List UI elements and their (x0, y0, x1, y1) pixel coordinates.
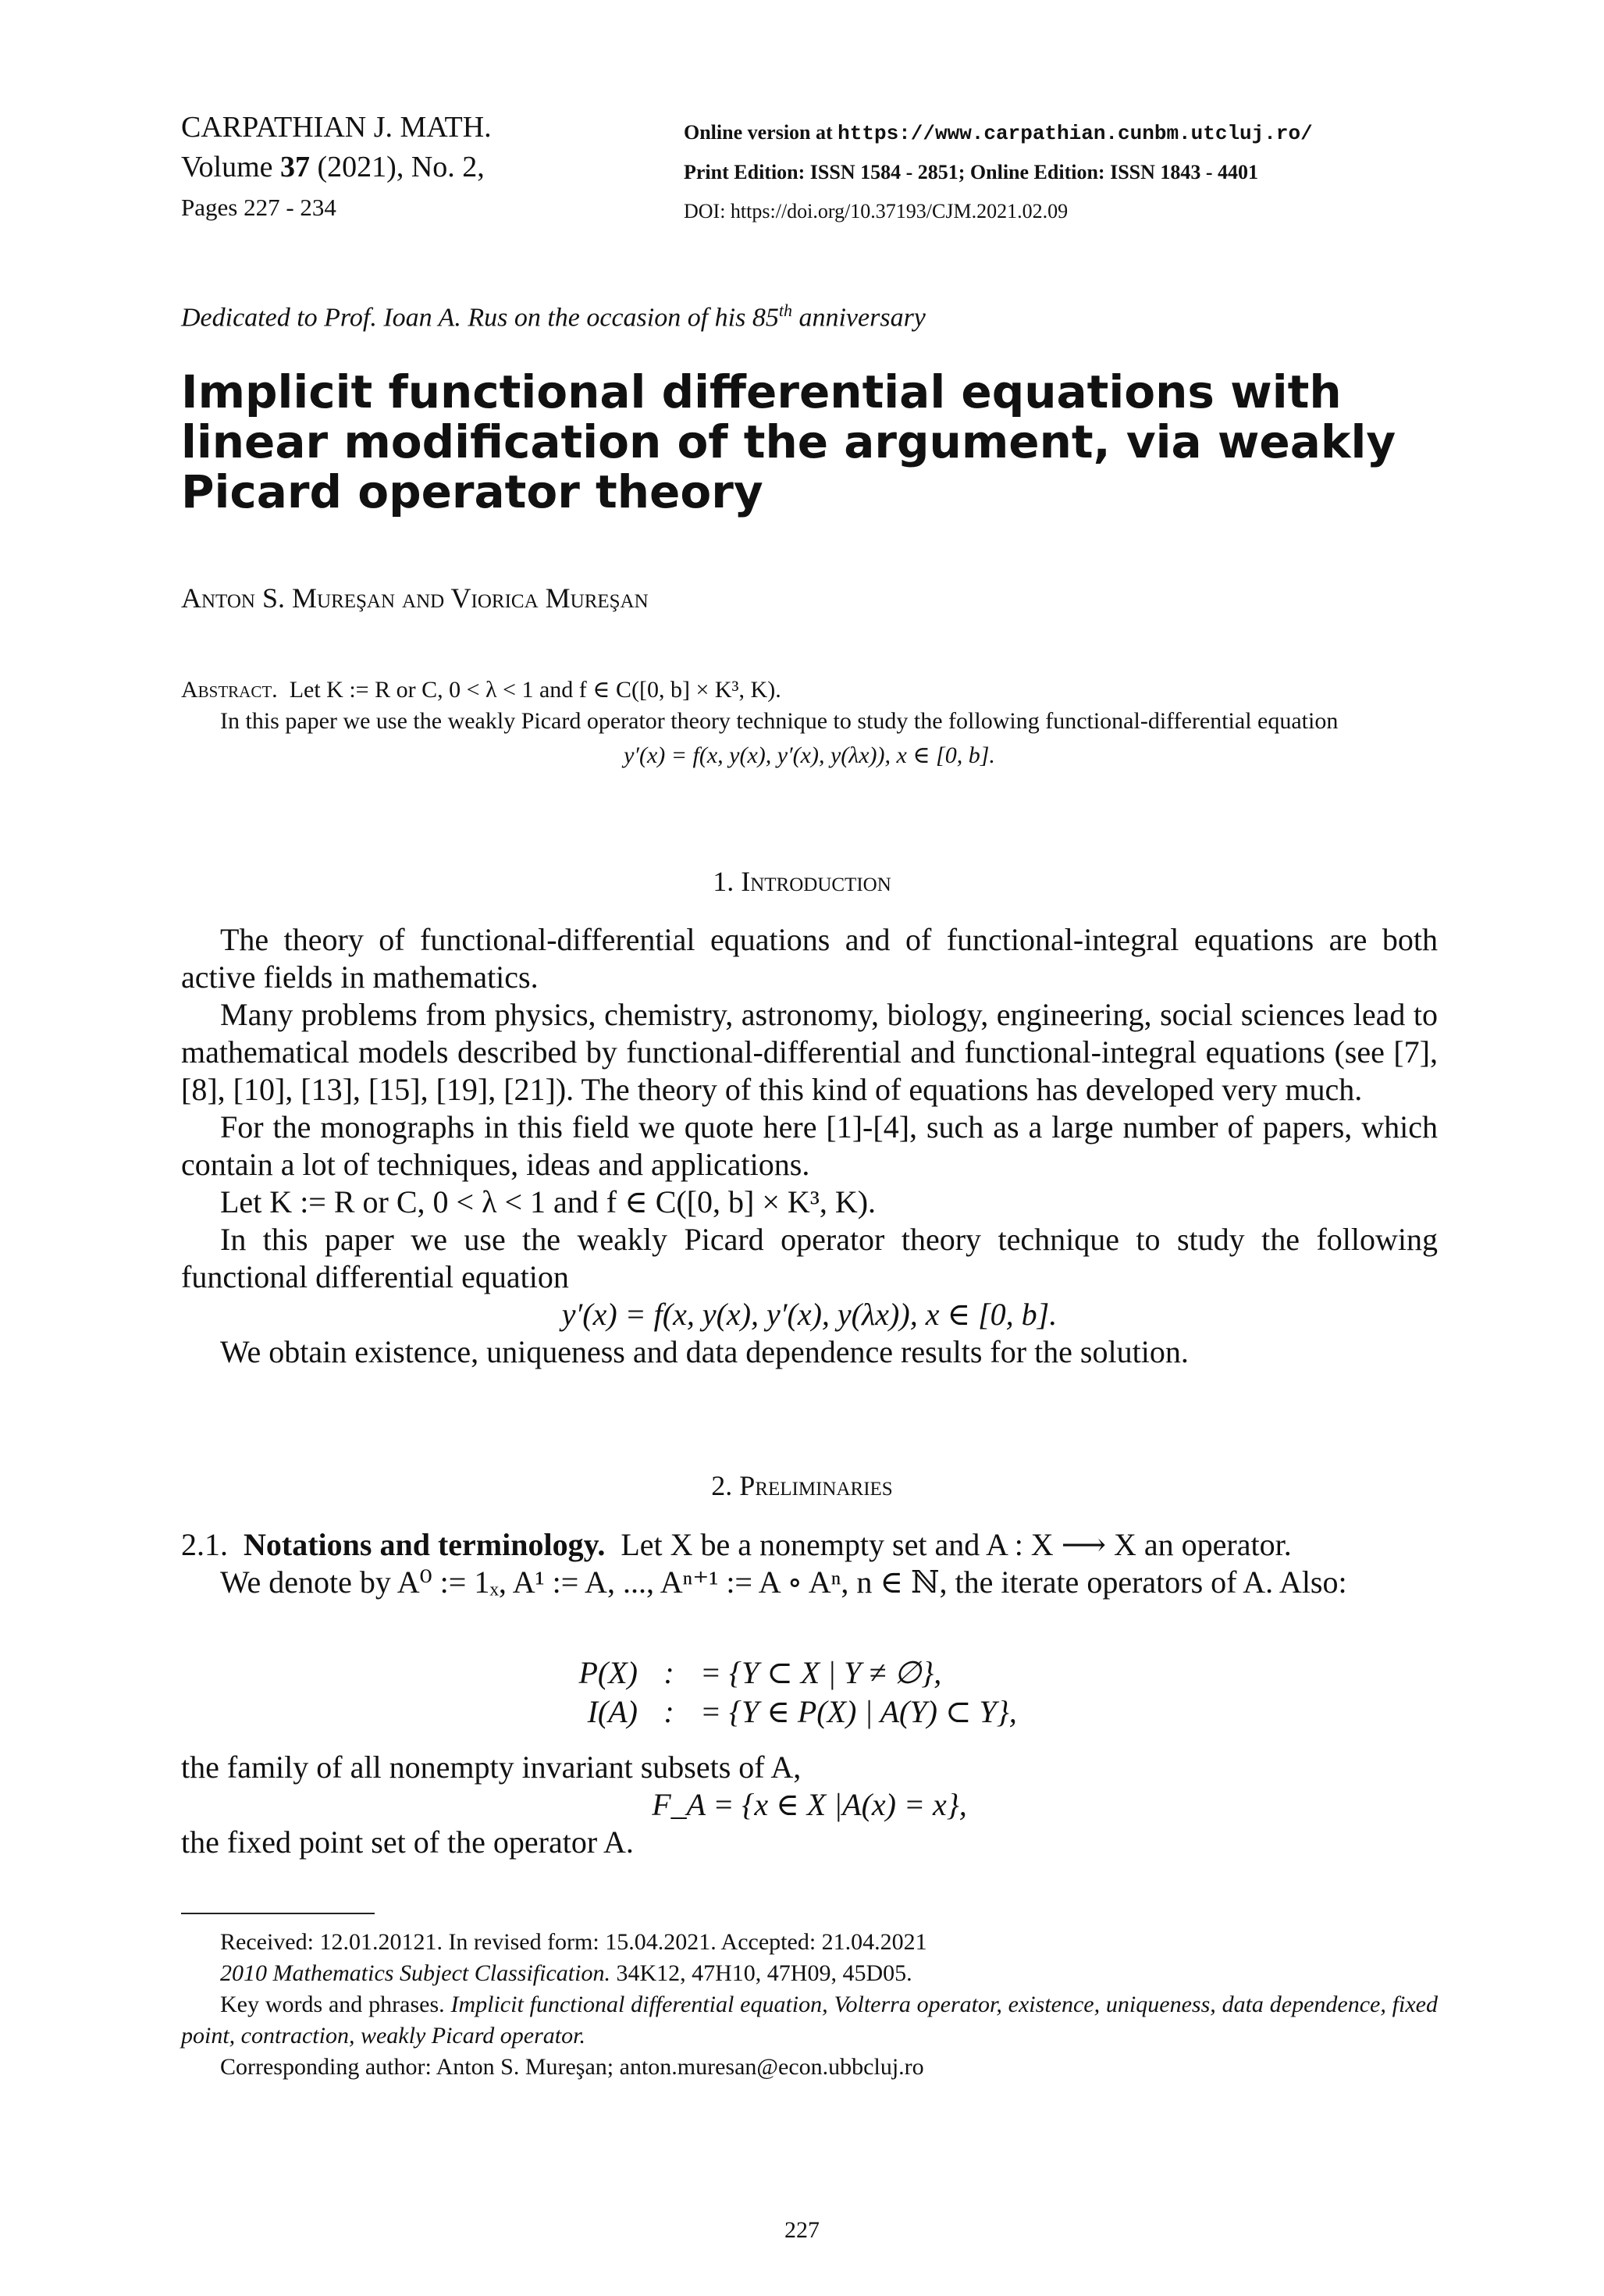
doi[interactable]: DOI: https://doi.org/10.37193/CJM.2021.02.09 (684, 200, 1069, 222)
definition-row: P(X) : = {Y ⊂ X | Y ≠ ∅}, (578, 1655, 942, 1690)
paper-title: Implicit functional differential equations with linear modification of the argument, via weakly Picard operator theory (181, 365, 1396, 518)
online-version: Online version at https://www.carpathian.cunbm.utcluj.ro/ (684, 121, 1313, 145)
prelim-paragraph-1: We denote by A⁰ := 1ₓ, A¹ := A, ..., Aⁿ⁺¹ := A ∘ Aⁿ, n ∈ ℕ, the iterate operators of A. Also: (220, 1564, 1347, 1600)
page-number: 227 (784, 2217, 820, 2243)
intro-paragraph-3: For the monographs in this field we quote here [1]-[4], such as a large number of papers, which contain a lot of techniques, ideas and applications. (181, 1109, 1438, 1182)
footnotes (181, 1927, 1438, 2083)
journal-info (181, 108, 492, 227)
intro-paragraph-5: In this paper we use the weakly Picard operator theory technique to study the following functional differential equation (181, 1222, 1438, 1294)
abstract-equation: y′(x) = f(x, y(x), y′(x), y(λx)), x ∈ [0, b]. (624, 742, 995, 768)
abstract-label: Abstract. (181, 677, 278, 703)
prelim-paragraph-2: the family of all nonempty invariant subsets of A, (181, 1750, 802, 1785)
abstract (181, 675, 1438, 771)
subsection-line: 2.1. Notations and terminology. Let X be a nonempty set and A : X ⟶ X an operator. (181, 1527, 1292, 1562)
preliminaries-body (181, 1526, 1438, 1601)
abstract-line2: In this paper we use the weakly Picard operator theory technique to study the following functional-differential equation (220, 708, 1339, 734)
intro-paragraph-4: Let K := R or C, 0 < λ < 1 and f ∈ C([0, b] × K³, K). (220, 1184, 877, 1219)
dedication: Dedicated to Prof. Ioan A. Rus on the occasion of his 85th anniversary (181, 301, 926, 333)
keywords: Key words and phrases. Implicit functional differential equation, Volterra operator, existence, uniqueness, data dependence, fixed point, contraction, weakly Picard operator. (181, 1992, 1438, 2049)
footnote-rule (181, 1913, 375, 1914)
journal-volume: Volume 37 (2021), No. 2, (181, 151, 485, 183)
intro-equation: y′(x) = f(x, y(x), y′(x), y(λx)), x ∈ [0, b]. (561, 1297, 1058, 1332)
edition-info (684, 113, 1313, 231)
corresponding-author: Corresponding author: Anton S. Mureşan; anton.muresan@econ.ubbcluj.ro (220, 2054, 924, 2080)
prelim-paragraph-3: the fixed point set of the operator A. (181, 1824, 634, 1860)
definition-row: I(A) : = {Y ∈ P(X) | A(Y) ⊂ Y}, (587, 1694, 1017, 1729)
online-url[interactable]: https://www.carpathian.cunbm.utcluj.ro/ (838, 122, 1313, 145)
abstract-line1: Abstract. Let K := R or C, 0 < λ < 1 and f ∈ C([0, b] × K³, K). (181, 677, 781, 703)
section-heading-introduction: 1. Introduction (713, 866, 891, 897)
received-dates: Received: 12.01.20121. In revised form: 15.04.2021. Accepted: 21.04.2021 (220, 1929, 927, 1955)
introduction-body (181, 921, 1438, 1371)
msc-classification: 2010 Mathematics Subject Classification. 34K12, 47H10, 47H09, 45D05. (220, 1960, 912, 1986)
authors: Anton S. Mureşan and Viorica Mureşan (181, 582, 649, 614)
intro-paragraph-2: Many problems from physics, chemistry, astronomy, biology, engineering, social sciences lead to mathematical models described by functional-differential and functional-integral equations (see [7], [8], [10], [13], [15], [19], [21]). The theory of this kind of equations has developed very much. (181, 997, 1438, 1107)
preliminaries-body-2 (181, 1749, 1438, 1861)
section-heading-preliminaries: 2. Preliminaries (711, 1470, 893, 1501)
intro-paragraph-6: We obtain existence, uniqueness and data dependence results for the solution. (220, 1334, 1189, 1369)
fixed-point-equation: F_A = {x ∈ X |A(x) = x}, (652, 1787, 967, 1822)
intro-paragraph-1: The theory of functional-differential equations and of functional-integral equations are both active fields in mathematics. (181, 922, 1438, 995)
subsection-title: Notations and terminology. (244, 1527, 606, 1562)
journal-name: CARPATHIAN J. MATH. (181, 111, 492, 144)
print-edition: Print Edition: ISSN 1584 - 2851; Online Edition: ISSN 1843 - 4401 (684, 161, 1259, 183)
journal-pages: Pages 227 - 234 (181, 194, 336, 221)
definition-table (181, 1653, 1438, 1732)
